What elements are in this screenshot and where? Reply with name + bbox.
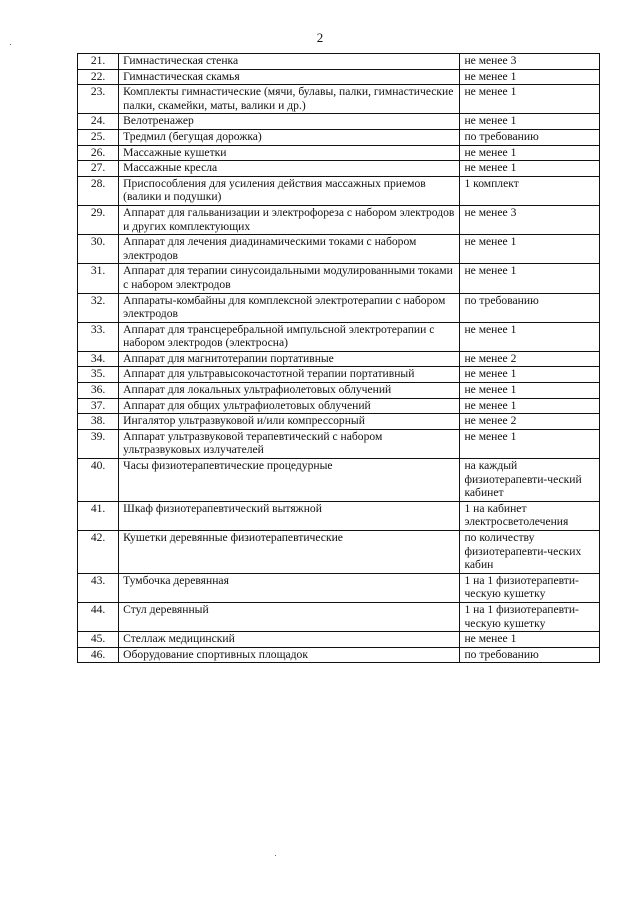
row-number: 34. (78, 351, 119, 367)
equipment-name: Часы физиотерапевтические процедурные (119, 459, 460, 502)
row-number: 25. (78, 129, 119, 145)
row-number: 38. (78, 414, 119, 430)
page-number: 2 (316, 30, 324, 45)
equipment-name: Стеллаж медицинский (119, 632, 460, 648)
table-row (78, 459, 600, 502)
row-number: 21. (78, 54, 119, 70)
row-number: 30. (78, 235, 119, 264)
table-row (78, 54, 600, 70)
row-number: 44. (78, 602, 119, 631)
equipment-quantity: 1 комплект (460, 176, 600, 205)
equipment-quantity: 1 на 1 физиотерапевти-ческую кушетку (460, 602, 600, 631)
table-row (78, 129, 600, 145)
row-number: 39. (78, 429, 119, 458)
equipment-quantity: не менее 1 (460, 69, 600, 85)
equipment-quantity: не менее 2 (460, 351, 600, 367)
equipment-name: Аппарат для трансцеребральной импульсной электротерапии с набором электродов (электросна) (119, 322, 460, 351)
equipment-quantity: не менее 3 (460, 205, 600, 234)
equipment-quantity: не менее 1 (460, 114, 600, 130)
row-number: 36. (78, 383, 119, 399)
equipment-quantity: не менее 1 (460, 145, 600, 161)
table-row (78, 367, 600, 383)
equipment-quantity: по требованию (460, 647, 600, 663)
row-number: 40. (78, 459, 119, 502)
equipment-name: Аппарат для общих ультрафиолетовых облучений (119, 398, 460, 414)
table-row (78, 85, 600, 114)
row-number: 31. (78, 264, 119, 293)
equipment-name: Шкаф физиотерапевтический вытяжной (119, 501, 460, 530)
table-row (78, 647, 600, 663)
equipment-name: Массажные кресла (119, 161, 460, 177)
equipment-quantity: не менее 1 (460, 398, 600, 414)
scan-speck (10, 44, 11, 45)
equipment-name: Аппарат для терапии синусоидальными модулированными токами с набором электродов (119, 264, 460, 293)
row-number: 22. (78, 69, 119, 85)
equipment-quantity: не менее 1 (460, 264, 600, 293)
equipment-quantity: не менее 1 (460, 429, 600, 458)
equipment-quantity: не менее 1 (460, 632, 600, 648)
equipment-name: Гимнастическая скамья (119, 69, 460, 85)
equipment-quantity: не менее 1 (460, 85, 600, 114)
equipment-quantity: по требованию (460, 129, 600, 145)
row-number: 33. (78, 322, 119, 351)
row-number: 23. (78, 85, 119, 114)
table-row (78, 414, 600, 430)
table-row (78, 114, 600, 130)
table-row (78, 69, 600, 85)
row-number: 46. (78, 647, 119, 663)
table-row (78, 293, 600, 322)
equipment-name: Аппараты-комбайны для комплексной электротерапии с набором электродов (119, 293, 460, 322)
equipment-name: Массажные кушетки (119, 145, 460, 161)
table-row (78, 235, 600, 264)
table-row (78, 429, 600, 458)
row-number: 29. (78, 205, 119, 234)
row-number: 37. (78, 398, 119, 414)
row-number: 45. (78, 632, 119, 648)
equipment-name: Аппарат ультразвуковой терапевтический с набором ультразвуковых излучателей (119, 429, 460, 458)
row-number: 28. (78, 176, 119, 205)
row-number: 35. (78, 367, 119, 383)
equipment-name: Стул деревянный (119, 602, 460, 631)
row-number: 42. (78, 531, 119, 574)
table-row (78, 176, 600, 205)
equipment-name: Кушетки деревянные физиотерапевтические (119, 531, 460, 574)
row-number: 24. (78, 114, 119, 130)
table-row (78, 205, 600, 234)
equipment-name: Оборудование спортивных площадок (119, 647, 460, 663)
table-row (78, 501, 600, 530)
equipment-quantity: не менее 1 (460, 322, 600, 351)
equipment-name: Приспособления для усиления действия массажных приемов (валики и подушки) (119, 176, 460, 205)
equipment-table (77, 53, 600, 663)
equipment-name: Аппарат для магнитотерапии портативные (119, 351, 460, 367)
equipment-name: Аппарат для гальванизации и электрофореза с набором электродов и других комплектующих (119, 205, 460, 234)
equipment-quantity: на каждый физиотерапевти-ческий кабинет (460, 459, 600, 502)
equipment-name: Комплекты гимнастические (мячи, булавы, палки, гимнастические палки, скамейки, маты, валики и др.) (119, 85, 460, 114)
row-number: 43. (78, 573, 119, 602)
row-number: 41. (78, 501, 119, 530)
equipment-name: Ингалятор ультразвуковой и/или компрессорный (119, 414, 460, 430)
table-row (78, 573, 600, 602)
table-row (78, 322, 600, 351)
scan-speck (275, 855, 276, 856)
row-number: 32. (78, 293, 119, 322)
equipment-name: Тредмил (бегущая дорожка) (119, 129, 460, 145)
equipment-quantity: по количеству физиотерапевти-ческих кабин (460, 531, 600, 574)
table-row (78, 351, 600, 367)
equipment-name: Аппарат для ультравысокочастотной терапии портативный (119, 367, 460, 383)
table-row (78, 264, 600, 293)
equipment-quantity: не менее 1 (460, 161, 600, 177)
equipment-name: Гимнастическая стенка (119, 54, 460, 70)
table-row (78, 145, 600, 161)
equipment-quantity: по требованию (460, 293, 600, 322)
equipment-name: Аппарат для локальных ультрафиолетовых облучений (119, 383, 460, 399)
equipment-quantity: 1 на кабинет электросветолечения (460, 501, 600, 530)
table-row (78, 383, 600, 399)
equipment-name: Тумбочка деревянная (119, 573, 460, 602)
equipment-quantity: не менее 3 (460, 54, 600, 70)
table-row (78, 531, 600, 574)
row-number: 26. (78, 145, 119, 161)
row-number: 27. (78, 161, 119, 177)
table-row (78, 398, 600, 414)
equipment-quantity: не менее 2 (460, 414, 600, 430)
table-row (78, 161, 600, 177)
equipment-quantity: 1 на 1 физиотерапевти-ческую кушетку (460, 573, 600, 602)
equipment-quantity: не менее 1 (460, 367, 600, 383)
table-row (78, 632, 600, 648)
equipment-name: Аппарат для лечения диадинамическими токами с набором электродов (119, 235, 460, 264)
table-row (78, 602, 600, 631)
equipment-quantity: не менее 1 (460, 383, 600, 399)
equipment-quantity: не менее 1 (460, 235, 600, 264)
equipment-name: Велотренажер (119, 114, 460, 130)
